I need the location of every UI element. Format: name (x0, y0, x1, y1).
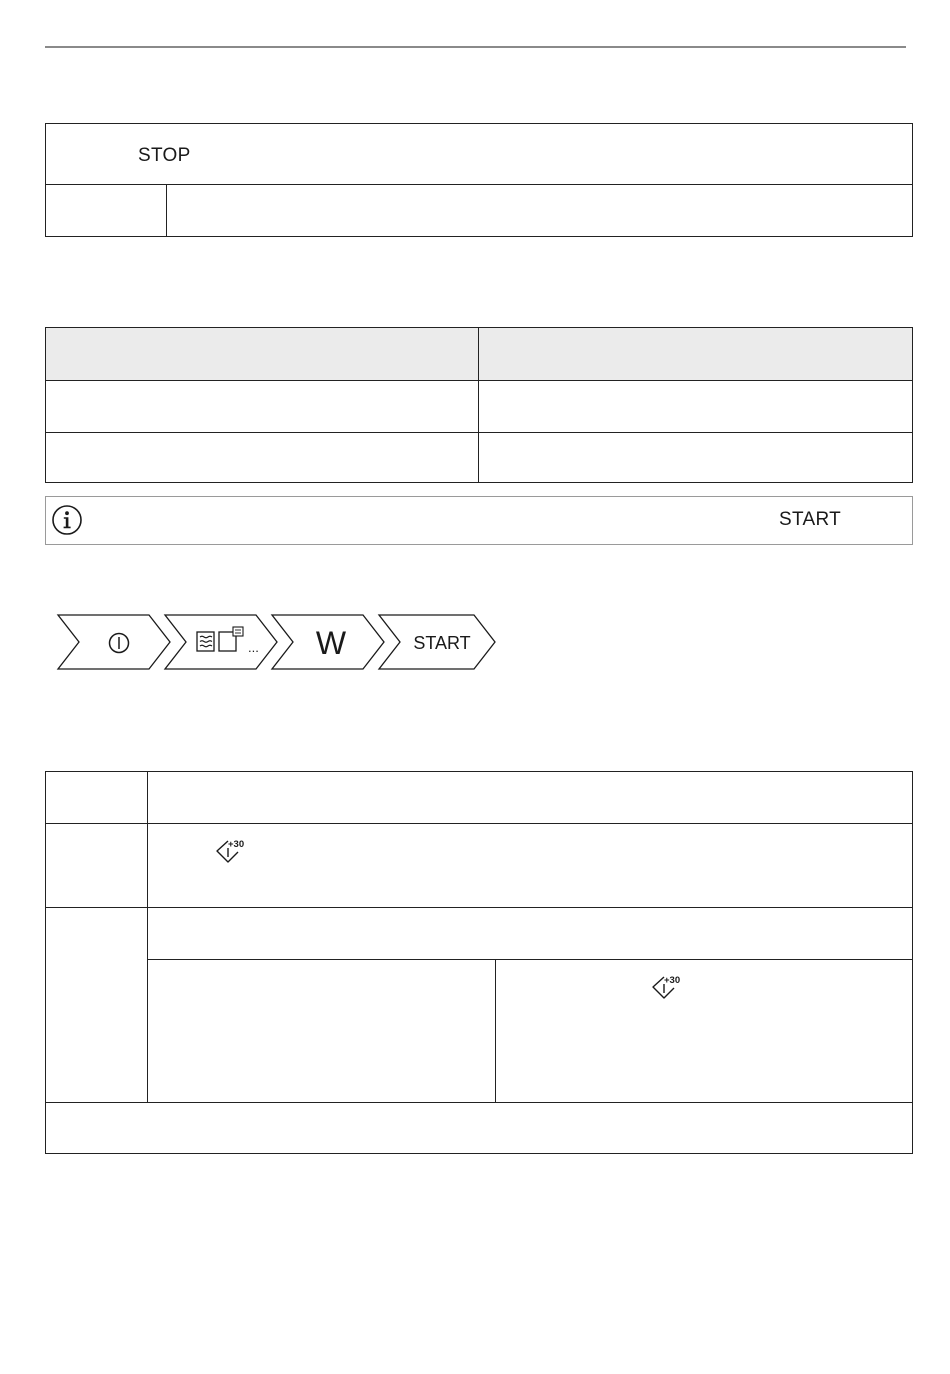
procedure-table (45, 771, 913, 1154)
table-header-row (46, 328, 912, 380)
table-row-divider (46, 823, 912, 824)
table-row-divider (46, 432, 912, 433)
table-column-divider (166, 184, 167, 236)
svg-text:+30: +30 (228, 839, 245, 850)
info-icon (51, 504, 83, 536)
plus-30-seconds-icon (214, 837, 250, 867)
svg-text:+30: +30 (664, 975, 681, 986)
step-w-label: W (315, 625, 347, 661)
table-row-divider (147, 959, 912, 960)
plus-30-seconds-icon (650, 973, 686, 1003)
start-label: START (779, 509, 842, 530)
header-rule (45, 46, 906, 48)
table-row-divider (46, 184, 912, 185)
stop-table (45, 123, 913, 237)
step-start-label: START (413, 633, 471, 653)
table-row-divider (46, 1102, 912, 1103)
table-row-divider (46, 907, 912, 908)
info-note (45, 496, 913, 545)
settings-table (45, 327, 913, 483)
table-row-divider (46, 380, 912, 381)
table-column-divider (147, 772, 148, 1102)
steps-diagram (56, 612, 501, 674)
table-column-divider (478, 328, 479, 482)
step-ellipsis: ... (248, 640, 259, 655)
stop-label: STOP (138, 145, 191, 166)
step-chevron (165, 615, 277, 669)
step-chevron (58, 615, 170, 669)
table-column-divider (495, 959, 496, 1102)
